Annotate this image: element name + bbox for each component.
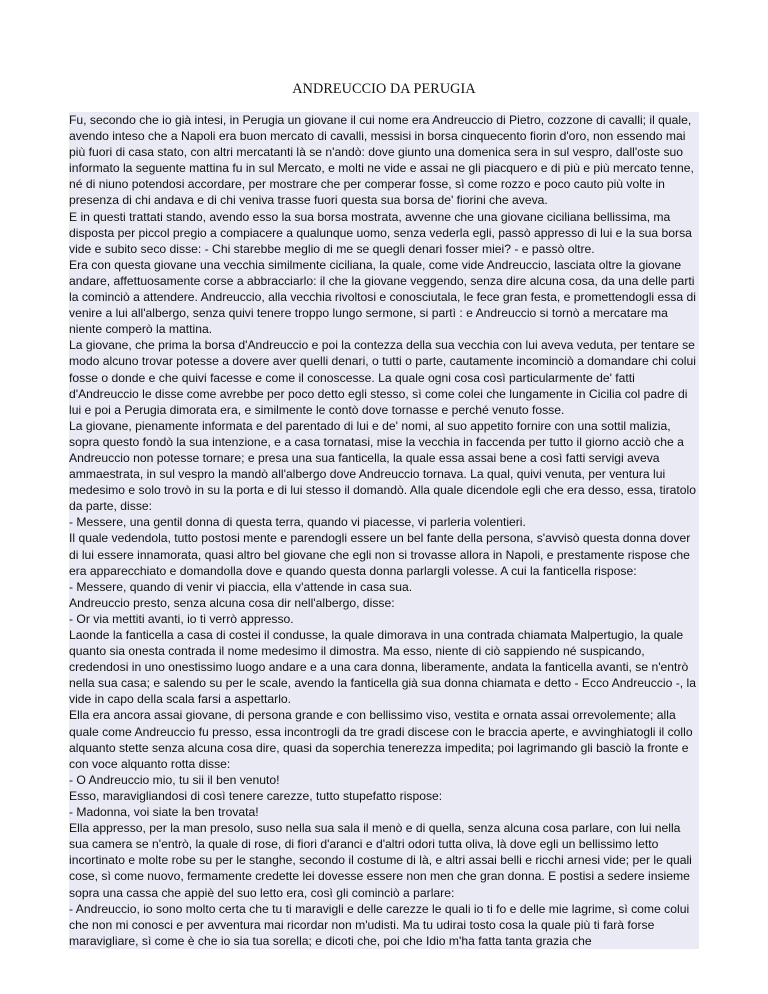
paragraph-7: Andreuccio presto, senza alcuna cosa dir nell'albergo, disse: (69, 595, 395, 610)
paragraph-3: Era con questa giovane una vecchia similmente ciciliana, la quale, come vide Andreuccio, lasciata oltre la giovane andare, affettuosamente corse a abbracciarlo: il che la giovane veggendo, senza dire alcuna cosa, da una delle parti la cominciò a attendere. Andreuccio, alla vecchia rivoltosi e conosciutala, le fece gran festa, e promettendogli essa di venire a lui all'albergo, senza quivi tenere troppo lungo sermone, si partì : e Andreuccio si tornò a mercatare ma niente comperò la mattina. (69, 257, 696, 337)
dialogue-line-4: - O Andreuccio mio, tu sii il ben venuto! (69, 772, 280, 787)
paragraph-9: Ella era ancora assai giovane, di persona grande e con bellissimo viso, vestita e ornata assai orrevolemente; alla quale come Andreuccio fu presso, essa incontrogli da tre gradi discese con le braccia aperte, e avvinghiatogli il collo alquanto stette senza alcuna cosa dire, quasi da soperchia tenerezza impedita; poi lagrimando gli basciò la fronte e con voce alquanto rotta disse: (69, 708, 693, 771)
page-title: ANDREUCCIO DA PERUGIA (292, 81, 476, 97)
dialogue-line-3: - Or via mettiti avanti, io ti verrò appresso. (69, 611, 294, 626)
paragraph-4: La giovane, che prima la borsa d'Andreuccio e poi la contezza della sua vecchia con lui aveva veduta, per tentare se modo alcuno trovar potesse a dovere aver quelli denari, o tutti o parte, cautamente incominciò a domandare chi colui fosse o donde e che quivi facesse e come il conoscesse. La quale ogni cosa così particularmente de' fatti d'Andreuccio le disse come avrebbe per poco detto egli stesso, sì come colei che lungamente in Cicilia col padre di lui e poi a Perugia dimorata era, e similmente le contò dove tornasse e perché venuto fosse. (69, 338, 696, 417)
dialogue-line-6: - Andreuccio, io sono molto certa che tu ti maravigli e delle carezze le quali io ti fo e delle mie lagrime, sì come colui che non mi conosci e per avventura mai ricordar non m'udisti. Ma tu udirai tosto cosa la quale più ti farà forse maravigliare, sì come è che io sia tua sorella; e dicoti che, poi che Idio m'ha fatta tanta grazia che (69, 901, 690, 948)
paragraph-1: Fu, secondo che io già intesi, in Perugia un giovane il cui nome era Andreuccio di Pietro, cozzone di cavalli; il quale, avendo inteso che a Napoli era buon mercato di cavalli, messisi in borsa cinquecento fiorin d'oro, non essendo mai più fuori di casa stato, con altri mercatanti là se n'andò: dove giunto una domenica sera in sul vespro, dall'oste suo informato la seguente mattina fu in sul Mercato, e molti ne vide e assai ne gli piacquero e di più e più mercato tenne, né di niuno potendosi accordare, per mostrare che per comperar fosse, sì come rozzo e poco cauto più volte in presenza di chi andava e di chi veniva trasse fuori questa sua borsa de' fiorini che aveva. (69, 113, 694, 208)
paragraph-10: Esso, maravigliandosi di così tenere carezze, tutto stupefatto rispose: (69, 788, 443, 803)
dialogue-line-5: - Madonna, voi siate la ben trovata! (69, 805, 259, 820)
paragraph-2: E in questi trattati stando, avendo esso la sua borsa mostrata, avvenne che una giovane ciciliana bellissima, ma disposta per piccol pregio a compiacere a qualunque uomo, senza vederla egli, passò appresso di lui e la sua borsa vide e subito seco disse: - Chi starebbe meglio di me se quegli denari fosser miei? - e passò oltre. (69, 209, 692, 256)
paragraph-8: Laonde la fanticella a casa di costei il condusse, la quale dimorava in una contrada chiamata Malpertugio, la quale quanto sia onesta contrada il nome medesimo il dimostra. Ma esso, niente di ciò sappiendo né suspicando, credendosi in uno onestissimo luogo andare e a una cara donna, liberamente, andata la fanticella avanti, se n'entrò nella sua casa; e salendo su per le scale, avendo la fanticella già sua donna chiamata e detto - Ecco Andreuccio -, la vide in capo della scala farsi a aspettarlo. (69, 628, 696, 707)
dialogue-line-2: - Messere, quando di venir vi piaccia, ella v'attende in casa sua. (69, 579, 413, 594)
paragraph-5: La giovane, pienamente informata e del parentado di lui e de' nomi, al suo appetito fornire con una sottil malizia, sopra questo fondò la sua intenzione, e a casa tornatasi, mise la vecchia in faccenda per tutto il giorno acciò che a Andreuccio non potesse tornare; e presa una sua fanticella, la quale essa assai bene a così fatti servigi aveva ammaestrata, in sul vespro la mandò all'albergo dove Andreuccio tornava. La qual, quivi venuta, per ventura lui medesimo e solo trovò in su la porta e di lui stesso il domandò. Alla quale dicendole egli che era desso, essa, tiratolo da parte, disse: (69, 418, 696, 514)
paragraph-11: Ella appresso, per la man presolo, suso nella sua sala il menò e di quella, senza alcuna cosa parlare, con lui nella sua camera se n'entrò, la quale di rose, di fiori d'aranci e d'altri odori tutta oliva, là dove egli un bellissimo letto incortinato e molte robe su per le stanghe, secondo il costume di là, e altri assai belli e ricchi arnesi vide; per le quali cose, sì come nuovo, fermamente credette lei dovesse essere non men che gran donna. E postisi a sedere insieme sopra una cassa che appiè del suo letto era, così gli cominciò a parlare: (69, 821, 692, 900)
story-text-block (69, 112, 699, 949)
paragraph-6: Il quale vedendola, tutto postosi mente e parendogli essere un bel fante della persona, s'avvisò questa donna dover di lui essere innamorata, quasi altro bel giovane che egli non si trovasse allora in Napoli, e prestamente rispose che era apparecchiato e domandolla dove e quando questa donna parlargli volesse. A cui la fanticella rispose: (69, 531, 691, 578)
dialogue-line-1: - Messere, una gentil donna di questa terra, quando vi piacesse, vi parleria volentieri. (69, 515, 526, 530)
